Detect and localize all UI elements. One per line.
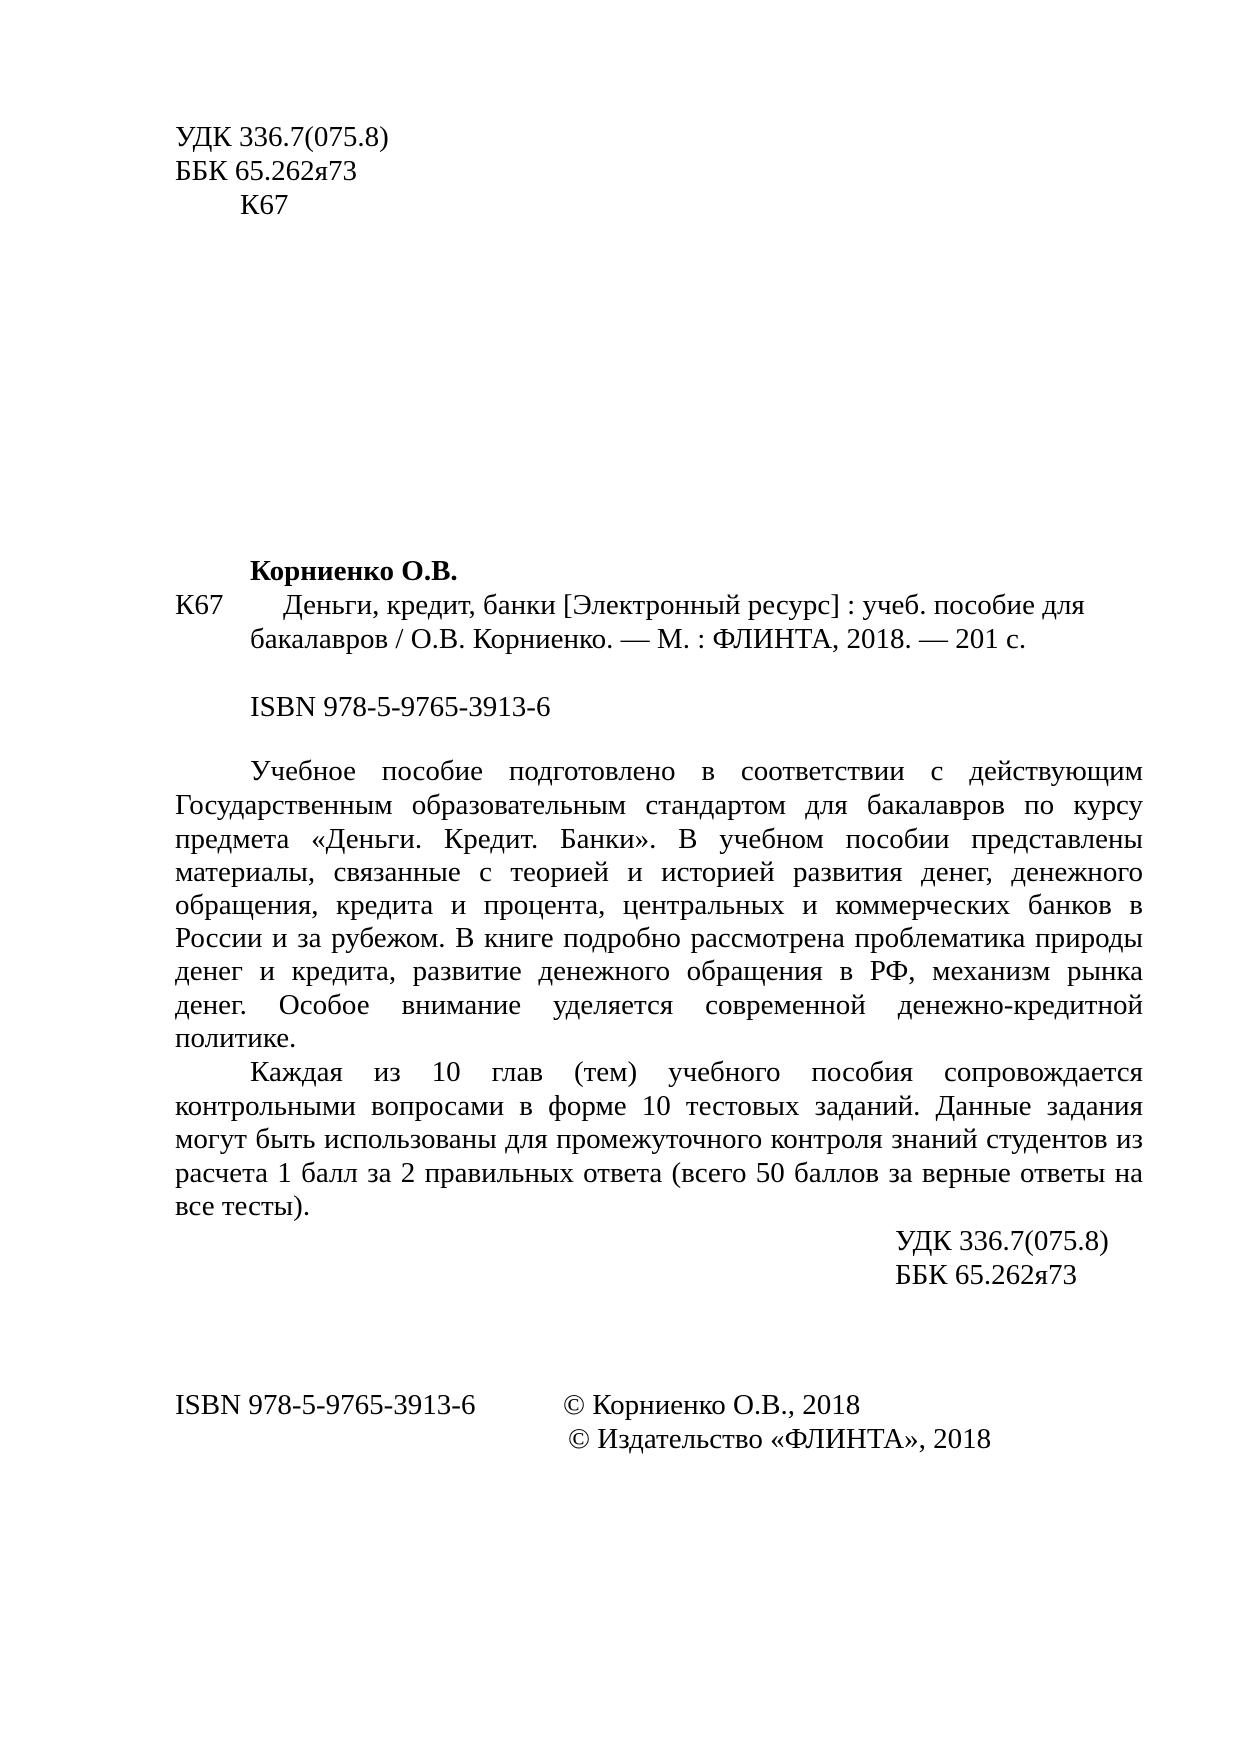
abstract-line: Учебное пособие подготовлено в соответствии с действующим <box>250 755 1143 787</box>
classification-bbk: ББК 65.262я73 <box>895 1259 1077 1291</box>
abstract-line: политике. <box>175 1022 297 1054</box>
abstract-line: денег и кредита, развитие денежного обращения в РФ, механизм рынка <box>175 955 1143 987</box>
abstract-line: могут быть использованы для промежуточного контроля знаний студентов из <box>175 1123 1143 1155</box>
classification-udk: УДК 336.7(075.8) <box>895 1225 1109 1257</box>
copyright-publisher: © Издательство «ФЛИНТА», 2018 <box>568 1423 992 1455</box>
abstract-line: Каждая из 10 глав (тем) учебного пособия сопровождается <box>250 1056 1143 1088</box>
footer-isbn: ISBN 978-5-9765-3913-6 <box>175 1389 476 1421</box>
abstract-line: все тесты). <box>175 1190 311 1222</box>
abstract-line: Государственным образовательным стандартом для бакалавров по курсу <box>175 789 1143 821</box>
card-isbn: ISBN 978-5-9765-3913-6 <box>250 691 551 723</box>
abstract-line: материалы, связанные с теорией и историей развития денег, денежного <box>175 856 1143 888</box>
copyright-author: © Корниенко О.В., 2018 <box>563 1389 861 1421</box>
abstract-line: контрольными вопросами в форме 10 тестовых заданий. Данные задания <box>175 1090 1143 1122</box>
abstract-line: обращения, кредита и процента, центральных и коммерческих банков в <box>175 889 1143 921</box>
abstract-line: России и за рубежом. В книге подробно рассмотрена проблематика природы <box>175 922 1143 954</box>
book-title-line-2: бакалавров / О.В. Корниенко. — М. : ФЛИНТА, 2018. — 201 с. <box>250 623 1027 655</box>
card-code: К67 <box>175 589 224 621</box>
header-code: К67 <box>240 189 289 221</box>
header-bbk: ББК 65.262я73 <box>175 155 357 187</box>
abstract-line: денег. Особое внимание уделяется современной денежно-кредитной <box>175 989 1143 1021</box>
abstract-line: предмета «Деньги. Кредит. Банки». В учебном пособии представлены <box>175 823 1143 855</box>
abstract-line: расчета 1 балл за 2 правильных ответа (всего 50 баллов за верные ответы на <box>175 1157 1143 1189</box>
book-title-line-1: Деньги, кредит, банки [Электронный ресурс] : учеб. пособие для <box>283 589 1085 621</box>
header-udk: УДК 336.7(075.8) <box>175 121 389 153</box>
author-name: Корниенко О.В. <box>250 555 458 587</box>
